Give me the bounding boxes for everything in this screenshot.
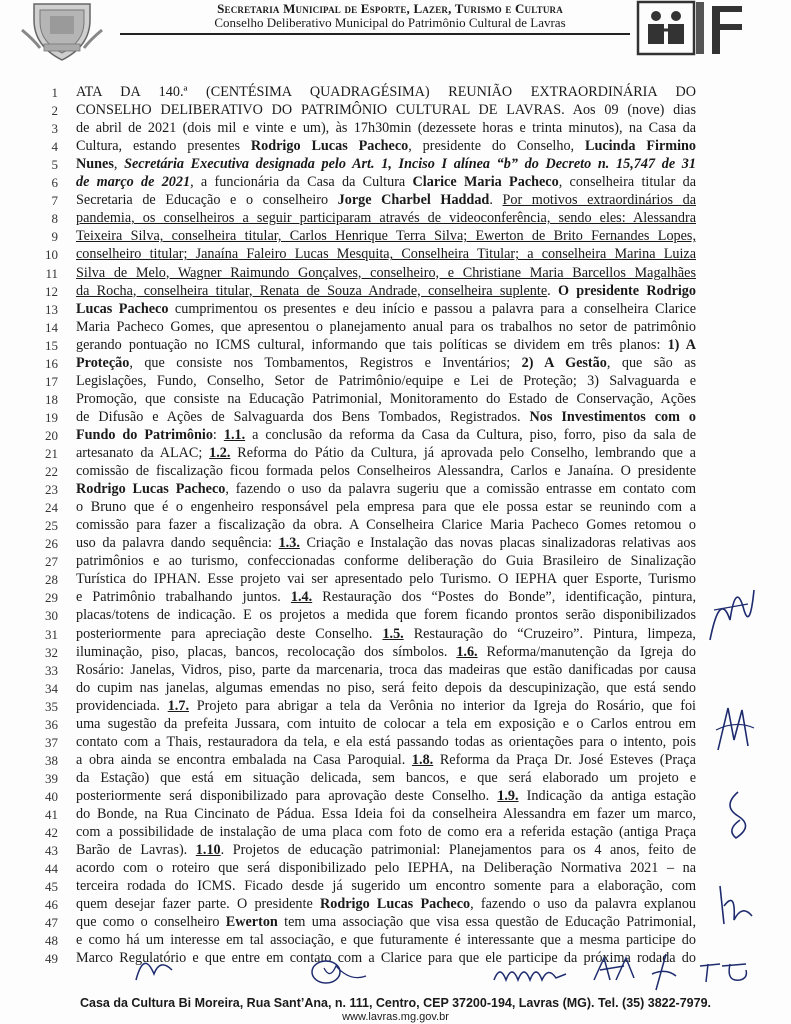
letterhead [0,0,791,72]
line-number: 19 [45,409,58,425]
minutes-line [0,155,791,174]
line-text: quem desejar fazer parte. O presidente Rodrigo Lucas Pacheco, fazendo o uso da palavra explanou [76,896,696,913]
minutes-line [0,570,791,589]
line-text: o Bruno que é o engenheiro responsável pela empresa para que ele possa estar se reunindo com a [76,499,696,516]
minutes-line [0,841,791,860]
minutes-line [0,191,791,210]
minutes-line [0,390,791,409]
line-number: 46 [45,897,58,913]
minutes-line [0,318,791,337]
minutes-line [0,733,791,752]
line-text: de Difusão e Ações de Salvaguarda dos Bens Tombados, Registrados. Nos Investimentos com o [76,408,696,425]
minutes-line [0,119,791,138]
line-number: 26 [45,536,58,552]
line-text: que como o conselheiro Ewerton tem uma associação que visa essa questão de Educação Patrimonial, [76,914,696,931]
minutes-line [0,264,791,283]
line-text: Turística do IPHAN. Esse projeto vai ser apresentado pelo Turismo. O IEPHA quer Esporte, Turismo [76,571,696,588]
line-text: Rosário: Janelas, Vidros, piso, parte da marcenaria, troca das madeiras que estão danificadas por causa [76,661,696,678]
line-number: 33 [45,662,58,678]
line-text: acordo com o roteiro que será disponibilizado pelo IEPHA, na Deliberação Normativa 2021 – na [76,860,696,877]
line-text: posteriormente para apreciação deste Conselho. 1.5. Restauração do “Cruzeiro”. Pintura, limpeza, [76,625,696,642]
signature-bottom-3 [490,958,570,990]
minutes-line [0,498,791,517]
line-text: Legislações, Fundo, Conselho, Setor de Patrimônio/equipe e Lei de Proteção; 3) Salvaguarda e [76,372,696,389]
line-number: 41 [45,807,58,822]
line-text: de março de 2021, a funcionária da Casa da Cultura Clarice Maria Pacheco, conselheira titular da [76,174,696,191]
signature-bottom-2 [306,952,370,988]
line-number: 17 [45,373,58,389]
line-number: 34 [45,680,58,696]
line-text: contato com a Thais, restauradora da tela, e ela está passando todas as orientações para o intento, pois [76,733,696,750]
line-text: e como há um interesse em tal associação, e que futuramente é interessante que a mesma participe do [76,932,696,949]
minutes-line [0,588,791,607]
line-number: 1 [51,85,58,100]
minutes-line [0,751,791,770]
line-text: da Rocha, conselheira titular, Renata de Souza Andrade, conselheira suplente. O presidente Rodrigo [76,282,696,299]
minutes-line [0,643,791,662]
minutes-line [0,462,791,481]
line-text: comissão de fiscalização ficou formada pelos Conselheiros Alessandra, Carlos e Janaína. O presidente [76,463,696,480]
line-text: ATA DA 140.ª (CENTÉSIMA QUADRAGÉSIMA) REUNIÃO EXTRAORDINÁRIA DO [76,84,696,100]
line-number: 38 [45,752,58,768]
line-text: Secretaria de Educação e o conselheiro Jorge Charbel Haddad. Por motivos extraordinários da [76,192,696,209]
line-text: Promoção, que consiste na Educação Patrimonial, Monitoramento do Estado de Conservação, Ações [76,390,696,407]
line-text: e Patrimônio trabalhando juntos. 1.4. Restauração dos “Postes do Bonde”, identificação, pintura, [76,589,696,606]
line-number: 12 [45,283,58,299]
line-number: 40 [45,788,58,804]
minutes-line [0,408,791,427]
minutes-line [0,534,791,553]
line-number: 9 [51,229,58,245]
minutes-line [0,715,791,734]
minutes-line [0,769,791,788]
line-number: 14 [45,319,58,335]
line-number: 6 [51,175,58,191]
minutes-line [0,859,791,878]
minutes-line [0,931,791,950]
line-number: 32 [45,644,58,660]
line-number: 45 [45,879,58,895]
line-text: Silva de Melo, Wagner Raimundo Gonçalves, conselheiro, e Christiane Maria Barcellos Magalhães [76,264,696,281]
minutes-line [0,625,791,644]
minutes-line [0,823,791,842]
line-number: 8 [51,211,58,227]
line-text: Nunes, Secretária Executiva designada pelo Art. 1, Inciso I alínea “b” do Decreto n. 15,747 de 31 [76,156,696,173]
signature-margin-4 [712,880,760,928]
line-text: terceira rodada do ICMS. Ficado desde já sugerido um encontro somente para a elaboração, com [76,878,696,895]
line-number: 28 [45,572,58,588]
minutes-line [0,137,791,156]
minutes-line [0,426,791,445]
signature-bottom-4 [590,950,640,990]
line-number: 31 [45,626,58,642]
line-text: com a possibilidade de instalação de uma placa com foto de como era a referida estação (antiga Praça [76,824,696,841]
line-text: CONSELHO DELIBERATIVO DO PATRIMÔNIO CULTURAL DE LAVRAS. Aos 09 (nove) dias [76,102,696,119]
line-text: uso da palavra dando sequência: 1.3. Criação e Instalação das novas placas sinalizadoras relativas aos [76,535,696,552]
line-number: 39 [45,770,58,786]
line-text: Cultura, estando presentes Rodrigo Lucas Pacheco, presidente do Conselho, Lucinda Firmino [76,138,696,155]
minutes-line [0,805,791,824]
minutes-line [0,282,791,301]
signature-bottom-1 [130,944,180,988]
line-number: 7 [51,193,58,209]
line-text: Proteção, que consiste nos Tombamentos, Registros e Inventários; 2) A Gestão, que são as [76,354,696,371]
signature-bottom-6 [696,958,756,988]
line-text: artesanato da ALAC; 1.2. Reforma do Pátio da Cultura, já aprovada pelo Conselho, lembrando que a [76,445,696,461]
minutes-line [0,173,791,192]
line-number: 20 [45,427,58,443]
line-text: comissão para fazer a fiscalização da obra. A Conselheira Clarice Maria Pacheco Gomes retomou o [76,517,696,534]
line-text: patrimônios e ao turismo, confeccionadas conforme deliberação do Guia Brasileiro de Sinalização [76,553,696,570]
minutes-line [0,444,791,463]
line-number: 5 [51,157,58,173]
line-text: providenciada. 1.7. Projeto para abrigar a tela da Verônia no interior da Igreja do Rosário, que foi [76,697,696,714]
footer [0,996,791,1024]
signature-margin-1 [700,570,760,650]
minutes-line [0,661,791,680]
line-text: pandemia, os conselheiros a seguir participaram através de videoconferência, sendo eles: Alessandra [76,210,696,227]
line-number: 13 [45,301,58,317]
municipal-coat-of-arms-icon [20,0,104,64]
line-text: Lucas Pacheco cumprimentou os presentes e deu início e passou a palavra para a conselheira Clarice [76,300,696,317]
minutes-line [0,83,791,102]
line-text: Marco Regulatório e que entre em contato com a Clarice para que ele participe da próxima rodada do [76,950,696,967]
minutes-line [0,480,791,499]
minutes-line [0,697,791,716]
minutes-line [0,895,791,914]
line-number: 48 [45,933,58,949]
minutes-line [0,209,791,228]
line-text: do cupim nas janelas, algumas emendas no piso, será feito depois da descupinização, que está sendo [76,679,696,696]
conselho-name: Conselho Deliberativo Municipal do Patrimônio Cultural de Lavras [214,15,566,30]
line-text: Fundo do Patrimônio: 1.1. a conclusão da reforma da Casa da Cultura, piso, forro, piso da sala de [76,426,696,443]
minutes-line [0,877,791,896]
line-text: do Bonde, na Rua Cincinato de Pádua. Essa Ideia foi da conselheira Alessandra em fazer um marco, [76,806,696,822]
minutes-line [0,787,791,806]
minutes-line [0,552,791,571]
minutes-line [0,372,791,391]
line-text: Rodrigo Lucas Pacheco, fazendo o uso da palavra sugeriu que a comissão entrasse em contato com [76,481,696,498]
line-number: 15 [45,337,58,353]
letterhead-text [160,2,620,30]
line-text: a obra ainda se encontra embalada na Casa Paroquial. 1.8. Reforma da Praça Dr. José Esteves (Praça [76,751,696,768]
line-text: da Estação) que está em situação delicada, sem bancos, e que será elaborado um projeto e [76,769,696,786]
minutes-line [0,354,791,373]
line-number: 23 [45,482,58,498]
line-number: 3 [51,121,58,137]
line-number: 42 [45,825,58,841]
line-number: 25 [45,518,58,534]
line-text: uma sugestão da prefeita Jussara, com intuito de colocar a tela em exposição e o Carlos entrou em [76,715,696,732]
line-text: Teixeira Silva, conselheira titular, Carlos Henrique Terra Silva; Ewerton de Brito Fernandes Lopes, [76,228,696,245]
line-number: 49 [45,951,58,967]
line-number: 11 [45,265,58,281]
line-number: 24 [45,500,58,516]
line-number: 35 [45,698,58,714]
minutes-line [0,913,791,932]
minutes-line [0,336,791,355]
secretaria-name: Secretaria Municipal de Esporte, Lazer, Turismo e Cultura [217,1,563,16]
line-number: 16 [45,355,58,371]
line-number: 29 [45,590,58,606]
line-text: posteriormente será disponibilizado para aprovação deste Conselho. 1.9. Indicação da antiga estação [76,787,696,804]
line-number: 10 [45,247,58,263]
minutes-line [0,679,791,698]
signature-margin-3 [718,790,758,842]
line-text: placas/totens de indicação. E os projetos a medida que forem ficando prontos serão disponibilizados [76,607,696,624]
signature-margin-2 [712,700,758,760]
line-number: 18 [45,391,58,407]
footer-website-link[interactable]: www.lavras.mg.gov.br [342,1011,449,1023]
header-divider [120,33,630,35]
line-text: Barão de Lavras). 1.10. Projetos de educação patrimonial: Planejamentos para os 4 anos, feito de [76,842,696,859]
minutes-line [0,606,791,625]
line-text: de abril de 2021 (dois mil e vinte e um), às 17h30min (dezessete horas e trinta minutos), na Casa da [76,120,696,137]
line-number: 21 [45,446,58,461]
minutes-line [0,300,791,319]
line-number: 4 [51,139,58,155]
heritage-council-logo-icon [636,0,748,56]
line-text: gerando pontuação no ICMS cultural, informando que tais políticas se dividem em três planos: 1) A [76,336,696,353]
line-number: 37 [45,734,58,750]
footer-address: Casa da Cultura Bi Moreira, Rua Sant’Ana, n. 111, Centro, CEP 37200-194, Lavras (MG). Tel. (35) 3822-7979. [79,996,712,1010]
line-number: 2 [51,103,58,119]
line-text: conselheiro titular; Janaína Faleiro Lucas Mesquita, Conselheira Titular; a conselheira Marina Luiza [76,246,696,263]
line-number: 36 [45,716,58,732]
line-number: 44 [45,861,58,877]
minutes-line [0,516,791,535]
line-number: 47 [45,915,58,931]
line-text: iluminação, piso, placas, bancos, recolocação dos símbolos. 1.6. Reforma/manutenção da Igreja do [76,643,696,660]
line-number: 43 [45,843,58,859]
minutes-line [0,245,791,264]
line-number: 22 [45,464,58,480]
minutes-line [0,227,791,246]
minutes-line [0,101,791,120]
line-text: Maria Pacheco Gomes, que apresentou o planejamento anual para os trabalhos no setor de patrimônio [76,318,696,335]
line-number: 30 [45,608,58,624]
signature-bottom-5 [646,950,682,994]
line-number: 27 [45,554,58,570]
